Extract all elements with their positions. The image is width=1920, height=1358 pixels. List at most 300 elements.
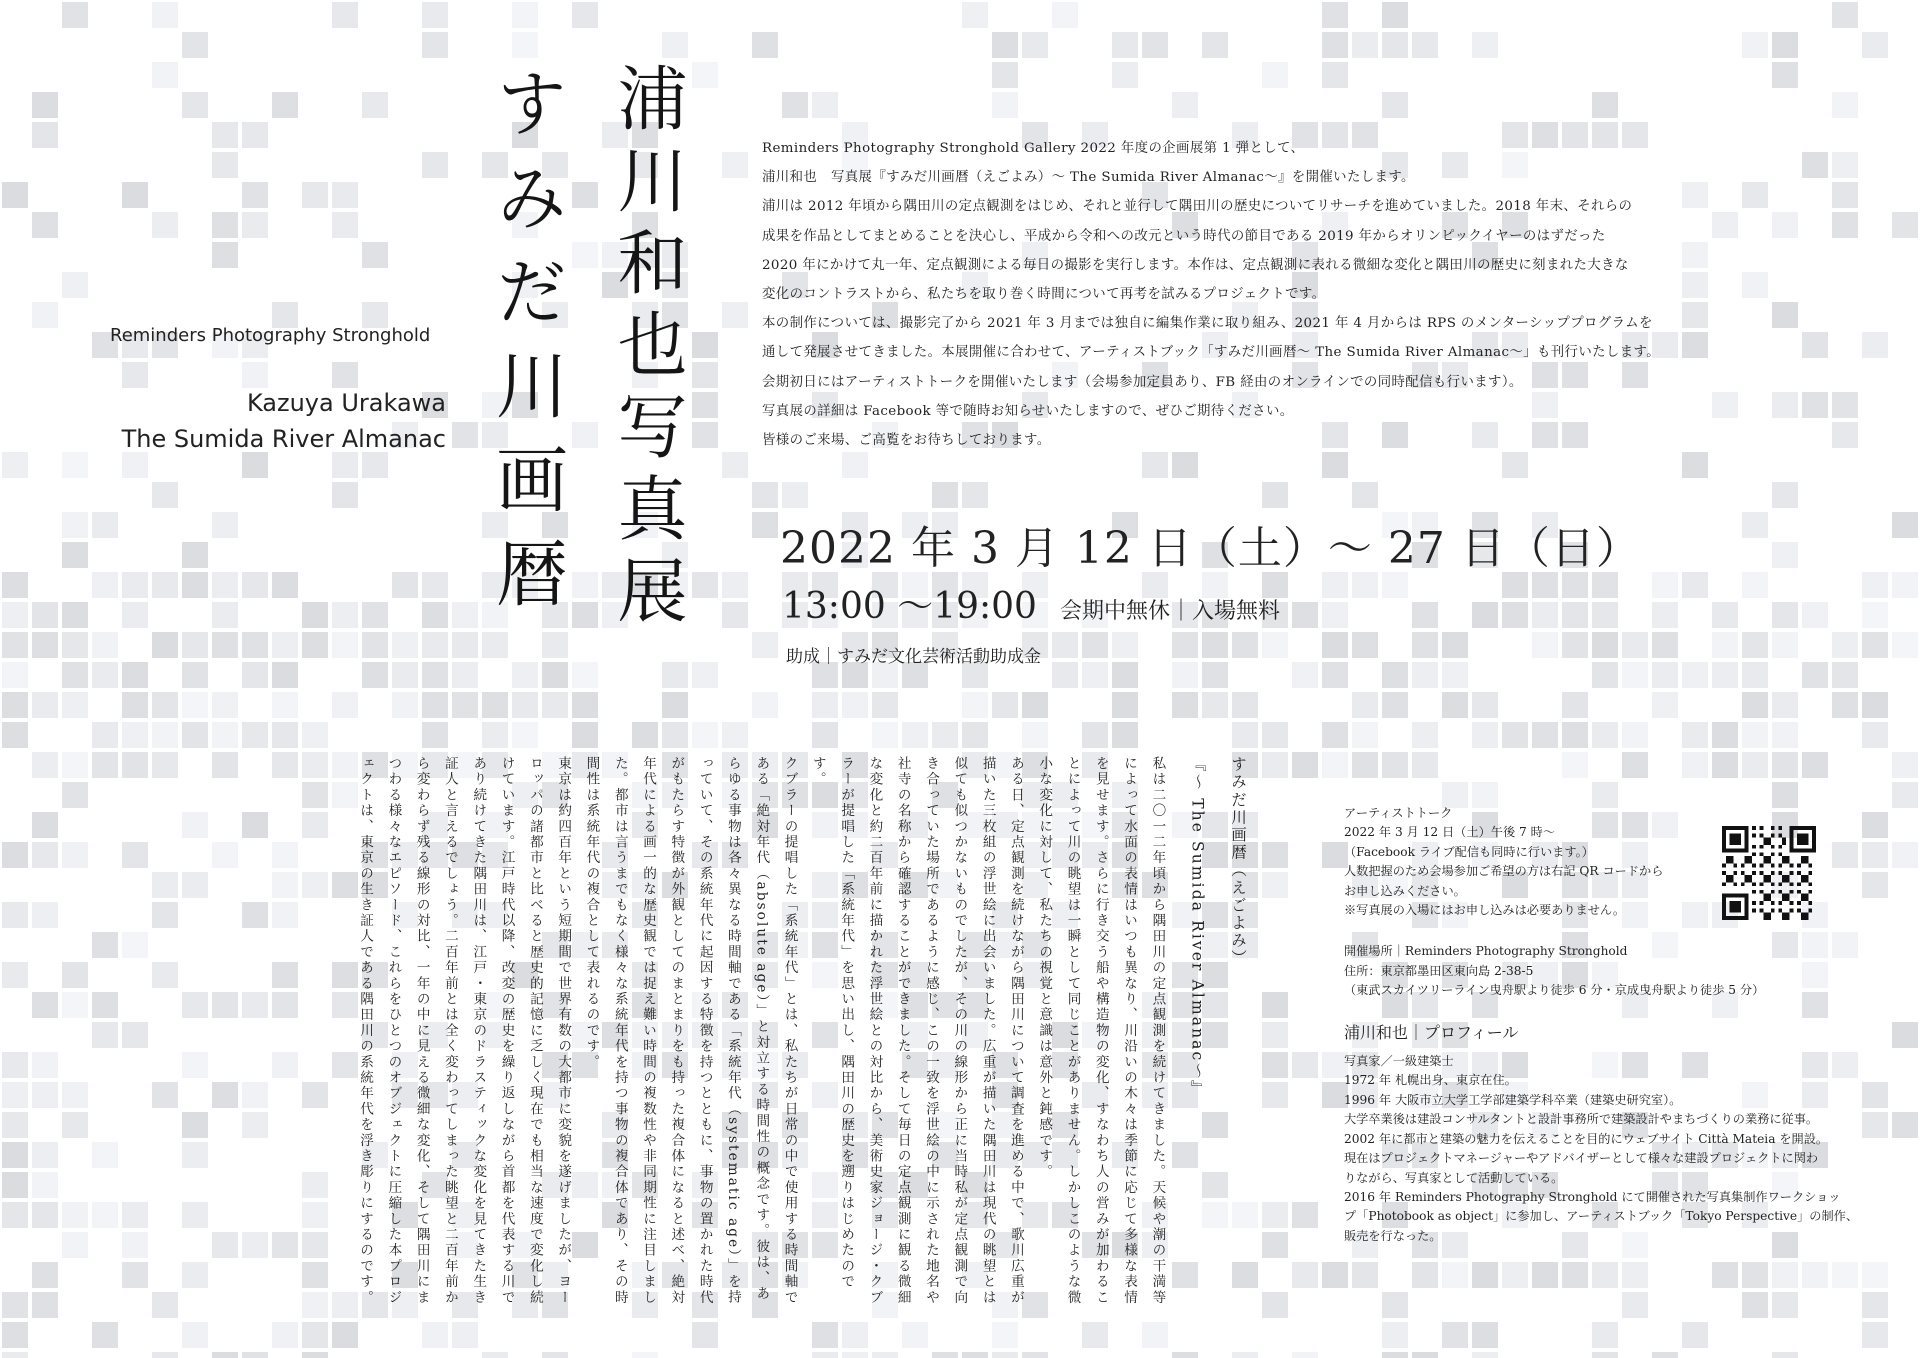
photo-tile — [1742, 32, 1768, 58]
photo-tile — [1862, 332, 1888, 358]
photo-tile — [242, 722, 268, 748]
photo-tile — [1862, 722, 1888, 748]
photo-tile — [812, 692, 838, 718]
photo-tile — [992, 62, 1018, 88]
photo-tile — [422, 722, 448, 748]
photo-tile — [482, 692, 508, 718]
photo-tile — [92, 662, 118, 688]
photo-tile — [572, 242, 598, 268]
photo-tile — [1142, 1322, 1168, 1348]
photo-tile — [1202, 632, 1228, 658]
photo-tile — [1592, 632, 1618, 658]
photo-tile — [482, 632, 508, 658]
photo-tile — [1682, 662, 1708, 688]
photo-tile — [1772, 1292, 1798, 1318]
photo-tile — [182, 692, 208, 718]
photo-tile — [1172, 1352, 1198, 1358]
photo-tile — [992, 1352, 1018, 1358]
essay-paragraph: 東京は約四百年という短期間で世界有数の大都市に変貌を遂げましたが、ヨーロッパの諸都市と比べると歴史的記憶に乏しく現在でも相当な速度で変化し続けています。江戸時代以降、改変の歴史を繰り返しながら首都を代表する川であり続けてきた隅田川は、江戸・東京のドラスティックな変化を見てきた生き証人と言えるでしょう。二百年前とは全く変わってしまった眺望と二百年前から変わらず残る線形の対比、一年の中に見える微細な変化、そして隅田川にまつわる様々なエピソード、これらをひとつのオブジェクトに圧縮した本プロジェクトは、東京の生き証人である隅田川の系統年代を浮き彫りにするのです。 — [357, 756, 572, 1306]
photo-tile — [1742, 752, 1768, 778]
photo-tile — [1862, 1082, 1888, 1108]
photo-tile — [212, 242, 238, 268]
intro-line: 成果を作品としてまとめることを決心し、平成から令和への改元という時代の節目である 2019 年からオリンピックイヤーのはずだった — [762, 228, 1606, 244]
subsidy-note: 助成｜すみだ文化芸術活動助成金 — [786, 647, 1041, 667]
photo-tile — [302, 1322, 328, 1348]
intro-line: 浦川和也 写真展『すみだ川画暦（えごよみ）～ The Sumida River Almanac～』を開催いたします。 — [762, 170, 1415, 186]
photo-tile — [692, 362, 718, 388]
photo-tile — [512, 662, 538, 688]
photo-tile — [1712, 722, 1738, 748]
closed-days-admission: 会期中無休｜入場無料 — [1060, 599, 1281, 624]
photo-tile — [812, 1352, 838, 1358]
photo-tile — [122, 602, 148, 628]
photo-tile — [32, 692, 58, 718]
photo-tile — [32, 842, 58, 868]
photo-tile — [332, 632, 358, 658]
photo-tile — [92, 512, 118, 538]
photo-tile — [1382, 662, 1408, 688]
photo-tile — [1442, 1322, 1468, 1348]
intro-line: 写真展の詳細は Facebook 等で随時お知らせいたしますので、ぜひご期待ください。 — [762, 403, 1294, 419]
photo-tile — [842, 452, 868, 478]
photo-tile — [1412, 632, 1438, 658]
photo-tile — [1412, 722, 1438, 748]
photo-tile — [422, 602, 448, 628]
photo-tile — [1742, 722, 1768, 748]
photo-tile — [1592, 1352, 1618, 1358]
photo-tile — [32, 812, 58, 838]
series-name-en: The Sumida River Almanac — [121, 425, 446, 453]
photo-tile — [1112, 62, 1138, 88]
photo-tile — [332, 2, 358, 28]
photo-tile — [1562, 722, 1588, 748]
photo-tile — [662, 692, 688, 718]
photo-tile — [1082, 662, 1108, 688]
photo-tile — [32, 1052, 58, 1078]
exhibition-dates: 2022 年 3 月 12 日（土）～ 27 日（日） — [780, 523, 1641, 574]
photo-tile — [422, 632, 448, 658]
photo-tile — [62, 542, 88, 568]
photo-tile — [1322, 632, 1348, 658]
photo-tile — [1232, 1352, 1258, 1358]
photo-tile — [422, 2, 448, 28]
photo-tile — [1742, 512, 1768, 538]
photo-tile — [1682, 752, 1708, 778]
photo-tile — [1652, 602, 1678, 628]
photo-tile — [182, 722, 208, 748]
photo-tile — [1262, 872, 1288, 898]
photo-tile — [572, 602, 598, 628]
photo-tile — [662, 662, 688, 688]
photo-tile — [1322, 62, 1348, 88]
profile-line: プ「Photobook as object」に参加し、アーティストブック「Tokyo Perspective」の制作、 — [1344, 1209, 1859, 1224]
photo-tile — [452, 602, 478, 628]
qr-code-icon[interactable] — [1722, 826, 1816, 920]
profile-line: 2016 年 Reminders Photography Stronghold にて開催された写真集制作ワークショッ — [1344, 1189, 1841, 1204]
photo-tile — [32, 92, 58, 118]
photo-tile — [1022, 692, 1048, 718]
photo-tile — [1322, 662, 1348, 688]
intro-line: 本の制作については、撮影完了から 2021 年 3 月までは独自に編集作業に取り組み、2021 年 4 月からは RPS のメンターシッププログラムを — [762, 316, 1653, 332]
photo-tile — [1532, 602, 1558, 628]
photo-tile — [1832, 632, 1858, 658]
photo-tile — [1262, 842, 1288, 868]
photo-tile — [1502, 602, 1528, 628]
photo-tile — [1772, 542, 1798, 568]
photo-tile — [1862, 692, 1888, 718]
photo-tile — [422, 662, 448, 688]
photo-tile — [152, 62, 178, 88]
photo-tile — [422, 152, 448, 178]
photo-tile — [1022, 32, 1048, 58]
photo-tile — [1382, 1292, 1408, 1318]
exhibition-title: 浦川和也写真展 — [606, 62, 688, 636]
photo-tile — [1322, 722, 1348, 748]
photo-tile — [1772, 632, 1798, 658]
photo-tile — [152, 212, 178, 238]
photo-tile — [1262, 752, 1288, 778]
photo-tile — [272, 662, 298, 688]
photo-tile — [1772, 62, 1798, 88]
photo-tile — [2, 1112, 28, 1138]
photo-tile — [1172, 692, 1198, 718]
photo-tile — [1472, 32, 1498, 58]
intro-line: 浦川は 2012 年頃から隅田川の定点観測をはじめ、それと並行して隅田川の歴史についてリサーチを進めていました。2018 年末、それらの — [762, 199, 1633, 215]
photo-tile — [362, 632, 388, 658]
photo-tile — [62, 512, 88, 538]
photo-tile — [2, 632, 28, 658]
photo-tile — [692, 392, 718, 418]
photo-tile — [32, 1142, 58, 1168]
photo-tile — [1322, 602, 1348, 628]
photo-tile — [692, 332, 718, 358]
photo-tile — [1442, 632, 1468, 658]
photo-tile — [1592, 662, 1618, 688]
profile-line: 大学卒業後は建設コンサルタントと設計事務所で建築設計やまちづくりの業務に従事。 — [1344, 1112, 1819, 1127]
photo-tile — [1082, 1322, 1108, 1348]
photo-tile — [1892, 1022, 1918, 1048]
photo-tile — [182, 632, 208, 658]
essay-title: すみだ川画暦（えごよみ） — [1229, 756, 1247, 968]
photo-tile — [62, 692, 88, 718]
photo-tile — [1292, 752, 1318, 778]
photo-tile — [1202, 692, 1228, 718]
intro-line: 変化のコントラストから、私たちを取り巻く時間について再考を試みるプロジェクトです。 — [762, 287, 1326, 303]
photo-tile — [62, 602, 88, 628]
photo-tile — [92, 1322, 118, 1348]
artist-title-en — [122, 385, 446, 457]
photo-tile — [1262, 722, 1288, 748]
photo-tile — [242, 662, 268, 688]
photo-tile — [362, 602, 388, 628]
photo-tile — [1292, 1262, 1318, 1288]
photo-tile — [1862, 842, 1888, 868]
photo-tile — [692, 662, 718, 688]
profile-line: 1972 年 札幌出身、東京在住。 — [1344, 1073, 1517, 1088]
photo-tile — [32, 302, 58, 328]
photo-tile — [722, 722, 748, 748]
photo-tile — [692, 62, 718, 88]
photo-tile — [662, 32, 688, 58]
photo-tile — [1112, 692, 1138, 718]
photo-tile — [482, 1352, 508, 1358]
photo-tile — [2, 692, 28, 718]
photo-tile — [1052, 2, 1078, 28]
photo-tile — [1832, 692, 1858, 718]
photo-tile — [692, 422, 718, 448]
photo-tile — [92, 572, 118, 598]
photo-tile — [32, 752, 58, 778]
photo-tile — [752, 692, 778, 718]
talk-heading: アーティストトーク — [1344, 806, 1453, 820]
photo-tile — [302, 182, 328, 208]
profile-line: 2002 年に都市と建築の魅力を伝えることを目的にウェブサイト Città Mateia を開設。 — [1344, 1131, 1829, 1146]
photo-tile — [332, 482, 358, 508]
photo-tile — [392, 662, 418, 688]
photo-tile — [332, 692, 358, 718]
photo-tile — [722, 452, 748, 478]
photo-tile — [1832, 1052, 1858, 1078]
photo-tile — [1082, 722, 1108, 748]
photo-tile — [1742, 1292, 1768, 1318]
photo-tile — [1292, 1352, 1318, 1358]
photo-tile — [152, 632, 178, 658]
gallery-name-en: Reminders Photography Stronghold — [110, 325, 431, 346]
photo-tile — [212, 572, 238, 598]
photo-tile — [182, 542, 208, 568]
photo-tile — [242, 632, 268, 658]
photo-tile — [1262, 1232, 1288, 1258]
photo-tile — [2, 1202, 28, 1228]
photo-tile — [1322, 752, 1348, 778]
photo-tile — [152, 2, 178, 28]
photo-tile — [842, 1352, 868, 1358]
photo-tile — [812, 1322, 838, 1348]
photo-tile — [392, 632, 418, 658]
photo-tile — [1892, 632, 1918, 658]
talk-line: お申し込みください。 — [1344, 883, 1466, 898]
photo-tile — [1262, 1202, 1288, 1228]
photo-tile — [1712, 602, 1738, 628]
photo-tile — [242, 572, 268, 598]
photo-tile — [1622, 1292, 1648, 1318]
photo-tile — [1562, 632, 1588, 658]
photo-tile — [1562, 752, 1588, 778]
photo-tile — [1772, 482, 1798, 508]
photo-tile — [1682, 572, 1708, 598]
photo-tile — [782, 482, 808, 508]
photo-tile — [1682, 722, 1708, 748]
photo-tile — [1352, 752, 1378, 778]
photo-tile — [332, 1322, 358, 1348]
talk-line: 2022 年 3 月 12 日（土）午後 7 時～ — [1344, 825, 1556, 840]
photo-tile — [1352, 632, 1378, 658]
photo-tile — [152, 722, 178, 748]
photo-tile — [1352, 482, 1378, 508]
photo-tile — [1622, 752, 1648, 778]
photo-tile — [1472, 692, 1498, 718]
photo-tile — [362, 662, 388, 688]
photo-tile — [1832, 92, 1858, 118]
photo-tile — [962, 722, 988, 748]
photo-tile — [1262, 632, 1288, 658]
photo-tile — [32, 992, 58, 1018]
photo-tile — [272, 92, 298, 118]
photo-tile — [1862, 632, 1888, 658]
photo-tile — [152, 1352, 178, 1358]
photo-tile — [1442, 662, 1468, 688]
photo-tile — [32, 632, 58, 658]
photo-tile — [722, 302, 748, 328]
photo-tile — [1112, 632, 1138, 658]
photo-tile — [1052, 632, 1078, 658]
photo-tile — [1112, 722, 1138, 748]
photo-tile — [1892, 212, 1918, 238]
photo-tile — [32, 212, 58, 238]
photo-tile — [722, 572, 748, 598]
photo-tile — [1502, 722, 1528, 748]
talk-line: 人数把握のため会場参加ご希望の方は右記 QR コードから — [1344, 864, 1664, 879]
photo-tile — [1622, 722, 1648, 748]
photo-tile — [62, 452, 88, 478]
photo-tile — [1292, 1202, 1318, 1228]
intro-text — [762, 134, 1822, 455]
photo-tile — [182, 1322, 208, 1348]
photo-tile — [212, 122, 238, 148]
photo-tile — [1412, 32, 1438, 58]
photo-tile — [1232, 632, 1258, 658]
photo-tile — [1862, 1292, 1888, 1318]
photo-tile — [1472, 1322, 1498, 1348]
photo-tile — [242, 122, 268, 148]
photo-tile — [512, 32, 538, 58]
photo-tile — [182, 92, 208, 118]
photo-tile — [1832, 212, 1858, 238]
photo-tile — [962, 1352, 988, 1358]
photo-tile — [542, 662, 568, 688]
photo-tile — [62, 272, 88, 298]
photo-tile — [1892, 782, 1918, 808]
photo-tile — [2, 1082, 28, 1108]
photo-tile — [422, 1322, 448, 1348]
photo-tile — [152, 692, 178, 718]
photo-tile — [212, 632, 238, 658]
photo-tile — [1742, 632, 1768, 658]
essay-vertical-text — [72, 756, 1252, 1316]
photo-tile — [1652, 572, 1678, 598]
photo-tile — [1862, 32, 1888, 58]
photo-tile — [1262, 62, 1288, 88]
photo-tile — [32, 1262, 58, 1288]
photo-tile — [1892, 752, 1918, 778]
photo-tile — [1532, 632, 1558, 658]
essay-paragraph: クブラーの提唱した「系統年代」とは、私たちが日常の中で使用する時間軸である「絶対年代（absolute age）」と対立する時間性の概念です。彼は、あらゆる事物は各々異なる時間軸である「系統年代（systematic age）」を持っていて、その系統年代に起因する特徴を持つとともに、事物の置かれた時代がもたらす特徴が外観としてのまとまりをも持った複合体になると述べ、絶対年代による画一的な歴史観では捉え難い時間の複数性や非同期性に注目しました。都市は言うまでもなく様々な系統年代を持つ事物の複合体であり、その時間性は系統年代の複合として表れるのです。 — [583, 756, 798, 1306]
photo-tile — [1862, 812, 1888, 838]
photo-tile — [632, 722, 658, 748]
photo-tile — [962, 2, 988, 28]
photo-tile — [1022, 1352, 1048, 1358]
photo-tile — [92, 722, 118, 748]
photo-tile — [272, 1322, 298, 1348]
photo-tile — [812, 92, 838, 118]
photo-tile — [572, 182, 598, 208]
photo-tile — [1292, 662, 1318, 688]
photo-tile — [872, 722, 898, 748]
photo-tile — [632, 1352, 658, 1358]
photo-tile — [392, 572, 418, 598]
photo-tile — [32, 1172, 58, 1198]
photo-tile — [32, 902, 58, 928]
photo-tile — [1082, 632, 1108, 658]
photo-tile — [1862, 1262, 1888, 1288]
photo-tile — [1772, 1352, 1798, 1358]
photo-tile — [212, 512, 238, 538]
photo-tile — [1262, 1082, 1288, 1108]
talk-line: ※写真展の入場にはお申し込みは必要ありません。 — [1344, 903, 1626, 918]
photo-tile — [1832, 182, 1858, 208]
photo-tile — [1712, 632, 1738, 658]
photo-tile — [692, 572, 718, 598]
profile-block — [1344, 1022, 1859, 1246]
photo-tile — [1562, 692, 1588, 718]
photo-tile — [1172, 632, 1198, 658]
photo-tile — [1652, 632, 1678, 658]
photo-tile — [62, 2, 88, 28]
photo-tile — [542, 1352, 568, 1358]
photo-tile — [1472, 602, 1498, 628]
photo-tile — [1832, 842, 1858, 868]
photo-tile — [302, 632, 328, 658]
photo-tile — [1352, 722, 1378, 748]
photo-tile — [302, 602, 328, 628]
photo-tile — [122, 662, 148, 688]
photo-tile — [992, 692, 1018, 718]
photo-tile — [1592, 92, 1618, 118]
profile-line: 販売を行なった。 — [1344, 1228, 1442, 1243]
photo-tile — [1892, 1112, 1918, 1138]
photo-tile — [452, 422, 478, 448]
photo-tile — [1412, 1352, 1438, 1358]
photo-tile — [1382, 1352, 1408, 1358]
photo-tile — [152, 572, 178, 598]
photo-tile — [32, 1202, 58, 1228]
photo-tile — [1832, 422, 1858, 448]
photo-tile — [1262, 1292, 1288, 1318]
photo-tile — [992, 32, 1018, 58]
photo-tile — [1142, 452, 1168, 478]
photo-tile — [1802, 752, 1828, 778]
profile-line: 写真家／一級建築士 — [1344, 1054, 1454, 1069]
photo-tile — [1862, 602, 1888, 628]
photo-tile — [1862, 1112, 1888, 1138]
photo-tile — [572, 2, 598, 28]
photo-tile — [1802, 662, 1828, 688]
photo-tile — [122, 692, 148, 718]
photo-tile — [752, 482, 778, 508]
intro-line: 会期初日にはアーティストトークを開催いたします（会場参加定員あり、FB 経由のオンラインでの同時配信も行います）。 — [762, 374, 1523, 390]
venue-line: （東武スカイツリーライン曳舟駅より徒歩 6 分・京成曳舟駅より徒歩 5 分） — [1344, 983, 1765, 998]
photo-tile — [212, 152, 238, 178]
intro-line: 2020 年にかけて丸一年、定点観測による毎日の撮影を実行します。本作は、定点観測に表れる微細な変化と隅田川の歴史に刻まれた大きな — [762, 257, 1629, 273]
venue-heading: 開催場所｜Reminders Photography Stronghold — [1344, 944, 1628, 959]
photo-tile — [92, 632, 118, 658]
intro-line: Reminders Photography Stronghold Gallery 2022 年度の企画展第 1 弾として、 — [762, 141, 1305, 156]
photo-tile — [1832, 152, 1858, 178]
photo-tile — [1592, 722, 1618, 748]
photo-tile — [1322, 32, 1348, 58]
photo-tile — [212, 602, 238, 628]
photo-tile — [1832, 1262, 1858, 1288]
